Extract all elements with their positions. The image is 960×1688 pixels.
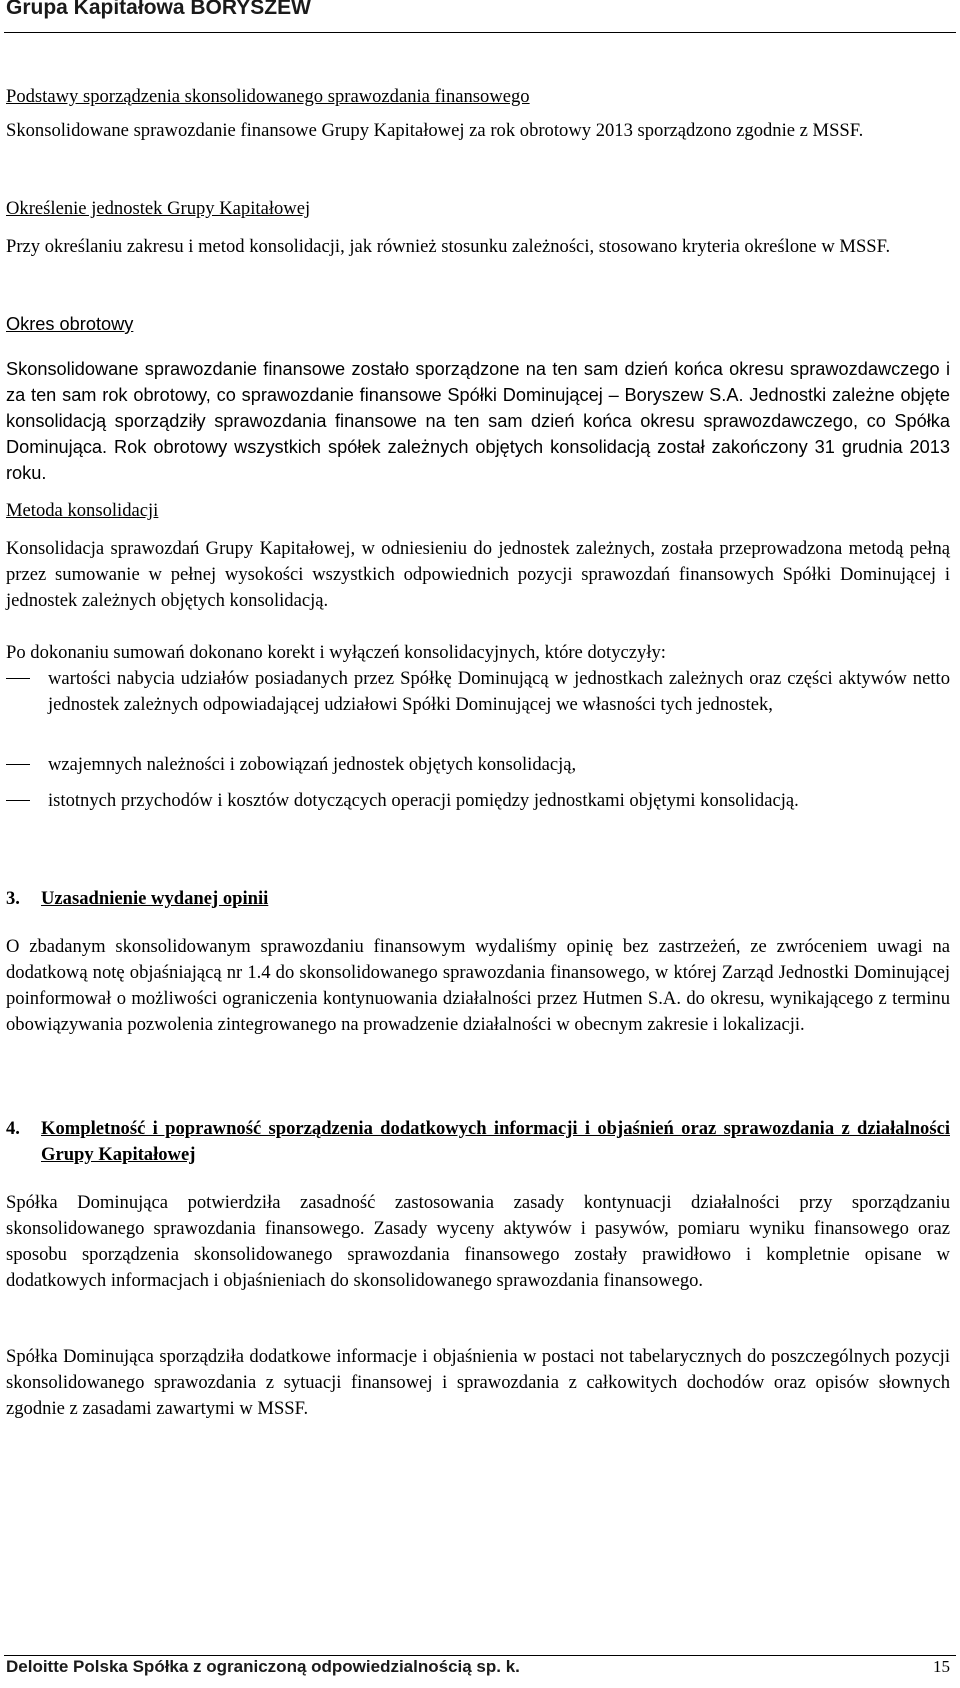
paragraph-section-4-2: Spółka Dominująca sporządziła dodatkowe informacje i objaśnienia w postaci not tabelarycznych do poszczególnych pozycji skonsolidowanego sprawozdania z sytuacji finansowej i sprawozdania z całkowitych dochodów oraz opisów słownych zgodnie z zasadami zawartymi w MSSF. bbox=[6, 1346, 950, 1419]
list-item-text: wzajemnych należności i zobowiązań jednostek objętych konsolidacją, bbox=[48, 754, 577, 775]
footer-divider bbox=[4, 1655, 956, 1656]
paragraph-okreslenie: Przy określaniu zakresu i metod konsolidacji, jak również stosunku zależności, stosowano kryteria określone w MSSF. bbox=[6, 236, 891, 257]
page-number: 15 bbox=[933, 1657, 950, 1676]
heading-okres: Okres obrotowy bbox=[6, 314, 134, 334]
list-item-text: wartości nabycia udziałów posiadanych przez Spółkę Dominującą w jednostkach zależnych oraz części aktywów netto jednostek zależnych odpowiadającej udziałowi Spółki Dominującej we własności tych jednostek, bbox=[48, 668, 950, 715]
paragraph-section-3: O zbadanym skonsolidowanym sprawozdaniu finansowym wydaliśmy opinię bez zastrzeżeń, ze zwróceniem uwagi na dodatkową notę objaśniającą nr 1.4 do skonsolidowanego sprawozdania finansowego, w której Zarząd Jednostki Dominującej poinformował o możliwości ograniczenia kontynuowania działalności przez Hutmen S.A. do okresu, wynikającego z terminu obowiązywania pozwolenia zintegrowanego na prowadzenie działalności w obecnym zakresie i lokalizacji. bbox=[6, 936, 950, 1035]
header-divider bbox=[4, 32, 956, 33]
paragraph-okres: Skonsolidowane sprawozdanie finansowe zostało sporządzone na ten sam dzień końca okresu sprawozdawczego i za ten sam rok obrotowy, co sprawozdanie finansowe Spółki Dominującej – Boryszew S.A. Jednostki zależne objęte konsolidacją sporządziły sprawozdania finansowe na ten sam dzień końca okresu sprawozdawczego, co Spółka Dominująca. Rok obrotowy wszystkich spółek zależnych objętych konsolidacją został zakończony 31 grudnia 2013 roku. bbox=[6, 359, 950, 483]
paragraph-section-4-1: Spółka Dominująca potwierdziła zasadność zastosowania zasady kontynuacji działalności przy sporządzaniu skonsolidowanego sprawozdania finansowego. Zasady wyceny aktywów i pasywów, pomiaru wyniku finansowego oraz sposobu sporządzenia skonsolidowanego sprawozdania finansowego zostały prawidłowo i kompletnie opisane w dodatkowych informacjach i objaśnieniach do skonsolidowanego sprawozdania finansowego. bbox=[6, 1192, 950, 1291]
dash-bullet-icon bbox=[6, 800, 30, 801]
paragraph-metoda: Konsolidacja sprawozdań Grupy Kapitałowej, w odniesieniu do jednostek zależnych, została przeprowadzona metodą pełną przez sumowanie w pełnej wysokości wszystkich odpowiednich pozycji sprawozdań finansowych Spółki Dominującej i jednostek zależnych objętych konsolidacją. bbox=[6, 538, 950, 611]
dash-bullet-icon bbox=[6, 678, 30, 679]
heading-okreslenie: Określenie jednostek Grupy Kapitałowej bbox=[6, 198, 311, 219]
paragraph-metoda-intro: Po dokonaniu sumowań dokonano korekt i wyłączeń konsolidacyjnych, które dotyczyły: bbox=[6, 642, 666, 663]
section-4-heading bbox=[6, 1116, 950, 1168]
section-4-title: Kompletność i poprawność sporządzenia dodatkowych informacji i objaśnień oraz sprawozdania z działalności Grupy Kapitałowej bbox=[41, 1118, 950, 1165]
heading-podstawy: Podstawy sporządzenia skonsolidowanego sprawozdania finansowego bbox=[6, 86, 530, 107]
footer-company: Deloitte Polska Spółka z ograniczoną odpowiedzialnością sp. k. bbox=[6, 1657, 520, 1676]
header-title: Grupa Kapitałowa BORYSZEW bbox=[6, 0, 311, 19]
section-3-number: 3. bbox=[6, 888, 20, 909]
section-4-number: 4. bbox=[6, 1118, 20, 1139]
list-item-text: istotnych przychodów i kosztów dotyczących operacji pomiędzy jednostkami objętymi konsolidacją. bbox=[48, 790, 799, 811]
paragraph-podstawy: Skonsolidowane sprawozdanie finansowe Grupy Kapitałowej za rok obrotowy 2013 sporządzono zgodnie z MSSF. bbox=[6, 120, 864, 141]
heading-metoda: Metoda konsolidacji bbox=[6, 500, 159, 521]
section-3-title: Uzasadnienie wydanej opinii bbox=[41, 888, 269, 909]
dash-bullet-icon bbox=[6, 764, 30, 765]
